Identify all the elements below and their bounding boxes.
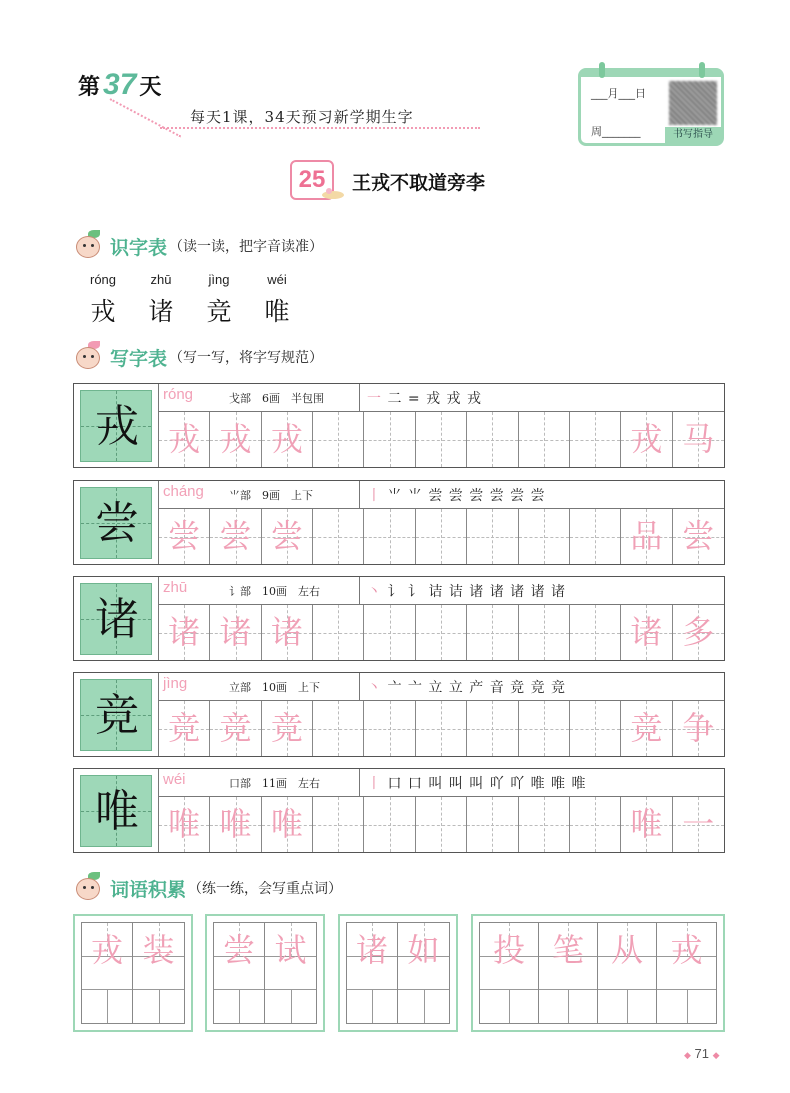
- writing-row: [73, 576, 725, 661]
- stroke-order: 丨 ⺌ ⺌ 尝 尝 尝 尝 尝 尝: [367, 488, 546, 504]
- trace-char: 唯: [630, 805, 663, 843]
- stroke-order: 一 二 = 戎 戎 戎: [367, 391, 482, 407]
- trace-char: [313, 701, 363, 756]
- model-char: 诸: [95, 594, 139, 645]
- writing-cell[interactable]: [262, 605, 313, 660]
- model-char: 竞: [95, 690, 139, 741]
- trace-char: [467, 605, 517, 660]
- vocab-cell[interactable]: [598, 923, 657, 1023]
- recognize-item: róng 戎: [89, 272, 117, 326]
- vocab-cell[interactable]: [265, 923, 316, 1023]
- qr-label: 书写指导: [665, 127, 721, 143]
- trace-char: 戎: [168, 420, 201, 458]
- writing-cell[interactable]: [570, 605, 621, 660]
- date-weekday: 周_______: [591, 125, 641, 138]
- vocab-char: 试: [274, 931, 307, 969]
- trace-char: [416, 701, 466, 756]
- model-char: 戎: [95, 401, 139, 452]
- vocab-note: （练一练，会写重点词）: [188, 881, 343, 897]
- recognize-item: zhū 诸: [148, 272, 174, 326]
- recognize-item: wéi 唯: [264, 272, 290, 326]
- writing-cell[interactable]: [673, 797, 724, 852]
- vocab-word-box: [471, 914, 725, 1032]
- trace-char: 尝: [219, 517, 252, 555]
- trace-char: [416, 509, 466, 564]
- trace-char: [570, 701, 620, 756]
- trace-char: [570, 797, 620, 852]
- writing-cell[interactable]: [467, 509, 518, 564]
- trace-char: [467, 509, 517, 564]
- vocab-cell[interactable]: [133, 923, 184, 1023]
- writing-cell[interactable]: [673, 509, 724, 564]
- char-info: [158, 384, 724, 412]
- writing-cell[interactable]: [467, 701, 518, 756]
- trace-char: 诸: [168, 613, 201, 651]
- writing-cell[interactable]: [210, 509, 261, 564]
- vocab-char: 尝: [222, 931, 255, 969]
- trace-char: [364, 509, 414, 564]
- writing-cell[interactable]: [519, 605, 570, 660]
- radical-info: 立部 10画 上下: [229, 681, 320, 694]
- writing-cell[interactable]: [416, 701, 467, 756]
- trace-char: 竞: [270, 709, 303, 747]
- writing-cell[interactable]: [210, 797, 261, 852]
- writing-cell[interactable]: [467, 605, 518, 660]
- writing-cell[interactable]: [416, 412, 467, 467]
- writing-cell[interactable]: [519, 797, 570, 852]
- vocab-header: [70, 872, 342, 904]
- trace-char: 唯: [270, 805, 303, 843]
- trace-char: [519, 797, 569, 852]
- vocab-cell[interactable]: [539, 923, 598, 1023]
- writing-cell[interactable]: [621, 605, 672, 660]
- writing-cell[interactable]: [467, 412, 518, 467]
- char-info: [158, 481, 724, 509]
- vocab-cell[interactable]: [347, 923, 398, 1023]
- date-box: [578, 68, 724, 146]
- writing-cell[interactable]: [416, 605, 467, 660]
- day-title: [78, 68, 161, 102]
- write-title: 写字表: [110, 347, 168, 370]
- writing-cell[interactable]: [519, 412, 570, 467]
- trace-char: 戎: [630, 420, 663, 458]
- model-char-cell: [80, 487, 152, 559]
- writing-cell[interactable]: [159, 701, 210, 756]
- char-info: [158, 673, 724, 701]
- vocab-cell[interactable]: [214, 923, 265, 1023]
- trace-char: [570, 509, 620, 564]
- model-char-cell: [80, 679, 152, 751]
- trace-char: [313, 605, 363, 660]
- trace-char: [570, 412, 620, 467]
- recognize-title: 识字表: [110, 236, 168, 259]
- radical-info: 戈部 6画 半包围: [229, 392, 324, 405]
- pinyin-trace: róng: [163, 386, 194, 403]
- trace-char: 戎: [219, 420, 252, 458]
- recognize-item: jìng 竞: [206, 272, 232, 326]
- trace-char: [364, 701, 414, 756]
- writing-cell[interactable]: [621, 509, 672, 564]
- pinyin-trace: wéi: [163, 771, 186, 788]
- writing-cell[interactable]: [519, 701, 570, 756]
- writing-cell[interactable]: [159, 412, 210, 467]
- recognize-header: [70, 230, 323, 262]
- write-header: [70, 341, 323, 373]
- pinyin-trace: cháng: [163, 483, 204, 500]
- model-char-cell: [80, 390, 152, 462]
- writing-cell[interactable]: [313, 509, 364, 564]
- writing-cell[interactable]: [364, 605, 415, 660]
- trace-char: 尝: [682, 517, 715, 555]
- trace-char: 竞: [630, 709, 663, 747]
- writing-cell[interactable]: [621, 701, 672, 756]
- vocab-char: 戎: [670, 931, 703, 969]
- writing-cell[interactable]: [467, 797, 518, 852]
- model-char-cell: [80, 583, 152, 655]
- char-info: [158, 769, 724, 797]
- vocab-char: 投: [492, 931, 525, 969]
- vocab-char: 如: [407, 931, 440, 969]
- trace-char: 多: [682, 613, 715, 651]
- trace-char: 马: [682, 420, 715, 458]
- stroke-order: 丶 亠 亠 立 立 产 音 竞 竞 竞: [367, 680, 567, 696]
- recognize-note: （读一读，把字音读准）: [169, 239, 324, 255]
- trace-char: [313, 797, 363, 852]
- ring-icon: [699, 62, 705, 78]
- writing-cell[interactable]: [210, 605, 261, 660]
- trace-char: [467, 701, 517, 756]
- trace-char: [519, 701, 569, 756]
- writing-cell[interactable]: [262, 509, 313, 564]
- write-note: （写一写，将字写规范）: [169, 350, 324, 366]
- writing-cell[interactable]: [416, 509, 467, 564]
- trace-char: [313, 509, 363, 564]
- mascot-icon: [70, 341, 106, 373]
- date-month-day: ___月___日: [591, 87, 646, 100]
- trace-char: 一: [682, 805, 715, 843]
- trace-char: [519, 509, 569, 564]
- trace-char: 尝: [270, 517, 303, 555]
- qr-code-icon[interactable]: [669, 81, 717, 125]
- writing-grid: [158, 509, 724, 564]
- pinyin-trace: zhū: [163, 579, 188, 596]
- trace-char: [416, 412, 466, 467]
- writing-grid: [158, 412, 724, 467]
- writing-grid: [158, 701, 724, 756]
- writing-cell[interactable]: [262, 797, 313, 852]
- trace-char: 唯: [168, 805, 201, 843]
- trace-char: 品: [630, 517, 663, 555]
- trace-char: 戎: [270, 420, 303, 458]
- writing-cell[interactable]: [570, 797, 621, 852]
- writing-row: [73, 383, 725, 468]
- lesson-title: 王戎不取道旁李: [352, 172, 486, 194]
- writing-cell[interactable]: [210, 701, 261, 756]
- pinyin-trace: jìng: [163, 675, 188, 692]
- trace-char: [416, 797, 466, 852]
- writing-cell[interactable]: [416, 797, 467, 852]
- writing-cell[interactable]: [159, 797, 210, 852]
- trace-char: 诸: [270, 613, 303, 651]
- vocab-cell[interactable]: [657, 923, 716, 1023]
- vocab-word-box: [73, 914, 193, 1032]
- writing-row: [73, 768, 725, 853]
- writing-cell[interactable]: [621, 412, 672, 467]
- writing-cell[interactable]: [673, 605, 724, 660]
- trace-char: [467, 797, 517, 852]
- writing-cell[interactable]: [159, 605, 210, 660]
- mascot-small-icon: [320, 186, 346, 200]
- trace-char: 竞: [168, 709, 201, 747]
- writing-cell[interactable]: [313, 701, 364, 756]
- writing-cell[interactable]: [210, 412, 261, 467]
- vocab-char: 诸: [355, 931, 388, 969]
- writing-cell[interactable]: [570, 412, 621, 467]
- vocab-title: 词语积累: [110, 878, 187, 901]
- writing-cell[interactable]: [570, 701, 621, 756]
- writing-cell[interactable]: [364, 701, 415, 756]
- writing-cell[interactable]: [570, 509, 621, 564]
- model-char: 尝: [95, 498, 139, 549]
- mascot-icon: [70, 872, 106, 904]
- trace-char: [467, 412, 517, 467]
- writing-cell[interactable]: [262, 701, 313, 756]
- trace-char: [364, 412, 414, 467]
- writing-grid: [158, 605, 724, 660]
- trace-char: 诸: [630, 613, 663, 651]
- radical-info: ⺌部 9画 上下: [229, 489, 313, 502]
- decorative-dash: [110, 98, 182, 137]
- writing-row: [73, 672, 725, 757]
- trace-char: 争: [682, 709, 715, 747]
- writing-cell[interactable]: [673, 701, 724, 756]
- mascot-icon: [70, 230, 106, 262]
- trace-char: [364, 605, 414, 660]
- trace-char: [519, 412, 569, 467]
- writing-cell[interactable]: [621, 797, 672, 852]
- recognize-list: [74, 272, 306, 328]
- radical-info: 口部 11画 左右: [229, 777, 320, 790]
- vocab-cell[interactable]: [480, 923, 539, 1023]
- day-number: 37: [103, 68, 137, 101]
- writing-cell[interactable]: [673, 412, 724, 467]
- writing-grid: [158, 797, 724, 852]
- writing-cell[interactable]: [313, 797, 364, 852]
- vocab-char: 从: [610, 931, 643, 969]
- trace-char: 竞: [219, 709, 252, 747]
- writing-row: [73, 480, 725, 565]
- model-char-cell: [80, 775, 152, 847]
- day-suffix: 天: [139, 75, 162, 100]
- trace-char: [364, 797, 414, 852]
- writing-cell[interactable]: [364, 509, 415, 564]
- page-number: ◆ 71 ◆: [684, 1046, 720, 1061]
- trace-char: [313, 412, 363, 467]
- writing-cell[interactable]: [364, 797, 415, 852]
- trace-char: [519, 605, 569, 660]
- writing-cell[interactable]: [519, 509, 570, 564]
- day-prefix: 第: [78, 75, 101, 100]
- vocab-cell[interactable]: [82, 923, 133, 1023]
- vocab-word-box: [205, 914, 325, 1032]
- vocab-char: 装: [142, 931, 175, 969]
- writing-cell[interactable]: [313, 605, 364, 660]
- writing-cell[interactable]: [159, 509, 210, 564]
- trace-char: [570, 605, 620, 660]
- trace-char: 诸: [219, 613, 252, 651]
- trace-char: [416, 605, 466, 660]
- stroke-order: 丶 讠 讠 诘 诘 诸 诸 诸 诸 诸: [367, 584, 567, 600]
- trace-char: 尝: [168, 517, 201, 555]
- char-info: [158, 577, 724, 605]
- stroke-order: 丨 口 口 叫 叫 叫 吖 吖 唯 唯 唯: [367, 776, 587, 792]
- lesson-number: 25: [290, 160, 334, 200]
- writing-cell[interactable]: [364, 412, 415, 467]
- writing-cell[interactable]: [262, 412, 313, 467]
- decorative-underline: [160, 127, 480, 129]
- ring-icon: [599, 62, 605, 78]
- vocab-word-box: [338, 914, 458, 1032]
- vocab-char: 戎: [90, 931, 123, 969]
- vocab-cell[interactable]: [398, 923, 449, 1023]
- writing-cell[interactable]: [313, 412, 364, 467]
- radical-info: 讠部 10画 左右: [229, 585, 320, 598]
- page-subtitle: 每天1课，34天预习新学期生字: [190, 108, 414, 126]
- vocab-char: 笔: [551, 931, 584, 969]
- trace-char: 唯: [219, 805, 252, 843]
- model-char: 唯: [95, 786, 139, 837]
